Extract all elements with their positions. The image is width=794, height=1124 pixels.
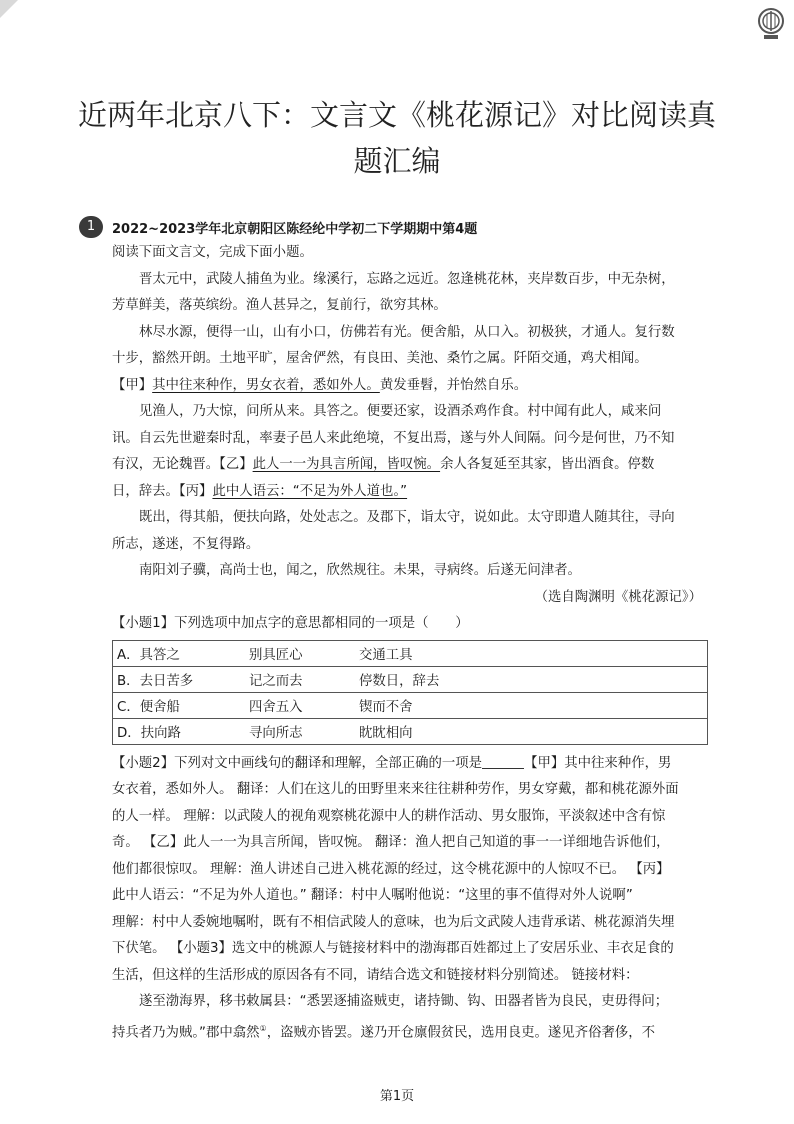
- school-seal-logo: [755, 6, 787, 42]
- passage-text: 黄发垂髫，并怡然自乐。: [379, 377, 528, 393]
- footnote-marker: ①: [259, 1023, 267, 1033]
- option-a-item-1: A．具答之: [117, 647, 180, 663]
- passage-text: 日，辞去。【丙】: [112, 483, 213, 499]
- passage-text: 有汉，无论魏晋。【乙】: [112, 457, 253, 472]
- passage-line: 十步，豁然开朗。土地平旷，屋舍俨然，有良田、美池、桑竹之属。阡陌交通，鸡犬相闻。: [112, 351, 648, 366]
- q2-line: 奇。 【乙】此人一一为具言所闻，皆叹惋。 翻译：渔人把自己知道的事一一详细地告诉他们，: [112, 835, 670, 850]
- q2-line: 女衣着，悉如外人。 翻译：人们在这儿的田野里来来往往耕种劳作，男女穿戴，都和桃花源外面: [112, 782, 679, 797]
- passage-line: 既出，得其船，便扶向路，处处志之。及郡下，诣太守，说如此。太守即遣人随其往，寻向: [139, 510, 675, 525]
- option-d-item-2: 寻向所志: [249, 725, 303, 741]
- link-material-line: [112, 1016, 708, 1043]
- q1-prompt: 【小题1】下列选项中加点字的意思都相同的一项是（ ）: [112, 616, 469, 631]
- page-title: [60, 92, 734, 184]
- option-row-a[interactable]: [113, 640, 708, 666]
- passage-line: 南阳刘子骥，高尚士也，闻之，欣然规往。未果，寻病终。后遂无问津者。: [139, 563, 581, 578]
- title-line-2: 题汇编: [353, 144, 441, 178]
- option-b-item-1: B．去日苦多: [117, 673, 194, 689]
- q2-line: 他们都很惊叹。 理解：渔人讲述自己进入桃花源的经过，这令桃花源中的人惊叹不已。 【丙】: [112, 861, 670, 877]
- option-c-item-2: 四舍五入: [249, 699, 303, 715]
- option-d-item-1: D．扶向路: [117, 725, 181, 741]
- title-line-1: 近两年北京八下：文言文《桃花源记》对比阅读真: [77, 98, 716, 132]
- link-text: 持兵者乃为贼。”郡中翕然: [112, 1024, 260, 1040]
- passage-line: 芳草鲜美，落英缤纷。渔人甚异之，复前行，欲穷其林。: [112, 298, 447, 313]
- passage-line: 林尽水源，便得一山，山有小口，仿佛若有光。便舍船，从口入。初极狭，才通人。复行数: [139, 324, 675, 340]
- mark-jia: 【甲】: [112, 377, 153, 393]
- question-content: [112, 240, 708, 1042]
- passage-line-jia: [112, 373, 708, 400]
- q2-text: 【甲】其中往来种作，男: [524, 755, 672, 771]
- option-a-item-2: 别具匠心: [249, 647, 303, 663]
- answer-blank[interactable]: [482, 754, 524, 769]
- option-b-item-2: 记之而去: [249, 673, 303, 689]
- passage-line: 讯。自云先世避秦时乱，率妻子邑人来此绝境，不复出焉，遂与外人间隔。问今是何世，乃不知: [112, 430, 675, 446]
- page-corner-mark: [0, 0, 18, 18]
- q2-prompt: 【小题2】下列对文中画线句的翻译和理解，全部正确的一项是: [112, 755, 483, 771]
- q1-options-table: [112, 640, 708, 745]
- passage-line-bing: [112, 479, 708, 506]
- passage-line: 所志，遂迷，不复得路。: [112, 536, 260, 552]
- q2-line: 此中人语云：“不足为外人道也。” 翻译：村中人嘱咐他说：“这里的事不值得对外人说啊”: [112, 888, 633, 903]
- option-c-item-3: 锲而不舍: [359, 699, 413, 715]
- passage-source: （选自陶渊明《桃花源记》）: [534, 589, 702, 605]
- passage-line: 见渔人，乃大惊，问所从来。具答之。便要还家，设酒杀鸡作食。村中闻有此人，咸来问: [139, 404, 662, 419]
- instruction: 阅读下面文言文，完成下面小题。: [112, 245, 313, 260]
- link-text: ，盗贼亦皆罢。遂乃开仓廪假贫民，选用良吏。遂见齐俗奢侈，不: [266, 1024, 656, 1040]
- q2-line: 下伏笔。 【小题3】选文中的桃源人与链接材料中的渤海郡百姓都过上了安居乐业、丰衣足食的: [112, 941, 674, 956]
- passage-line: 晋太元中，武陵人捕鱼为业。缘溪行，忘路之远近。忽逢桃花林，夹岸数百步，中无杂树，: [139, 271, 675, 287]
- option-row-d[interactable]: [113, 718, 708, 744]
- option-d-item-3: 眈眈相向: [359, 725, 413, 741]
- option-c-item-1: C．便舍船: [117, 699, 180, 715]
- option-row-b[interactable]: [113, 666, 708, 692]
- option-row-c[interactable]: [113, 692, 708, 718]
- q2-line: [112, 751, 708, 778]
- underlined-sentence-bing: 此中人语云：“不足为外人道也。”: [212, 483, 408, 499]
- question-number-badge: 1: [79, 216, 103, 238]
- link-material-line: 遂至渤海界，移书敕属县：“悉罢逐捕盗贼吏，诸持锄、钩、田器者皆为良民，吏毋得问；: [139, 994, 669, 1009]
- q2-line: 生活，但这样的生活形成的原因各有不同，请结合选文和链接材料分别简述。 链接材料：: [112, 967, 639, 983]
- passage-line-yi: [112, 452, 708, 479]
- q2-line: 的人一样。 理解：以武陵人的视角观察桃花源中人的耕作活动、男女服饰，平淡叙述中含有惊: [112, 808, 666, 824]
- underlined-sentence-yi: 此人一一为具言所闻，皆叹惋。: [252, 457, 441, 472]
- option-b-item-3: 停数日，辞去: [359, 673, 440, 689]
- question-heading: 2022~2023学年北京朝阳区陈经纶中学初二下学期期中第4题: [112, 222, 478, 237]
- underlined-sentence-jia: 其中往来种作，男女衣着，悉如外人。: [152, 377, 380, 393]
- passage-text: 余人各复延至其家，皆出酒食。停数: [440, 457, 655, 472]
- option-a-item-3: 交通工具: [359, 647, 413, 663]
- page-number: 第1页: [379, 1089, 415, 1104]
- q2-line: 理解：村中人委婉地嘱咐，既有不相信武陵人的意味，也为后文武陵人违背承诺、桃花源消失埋: [112, 914, 675, 930]
